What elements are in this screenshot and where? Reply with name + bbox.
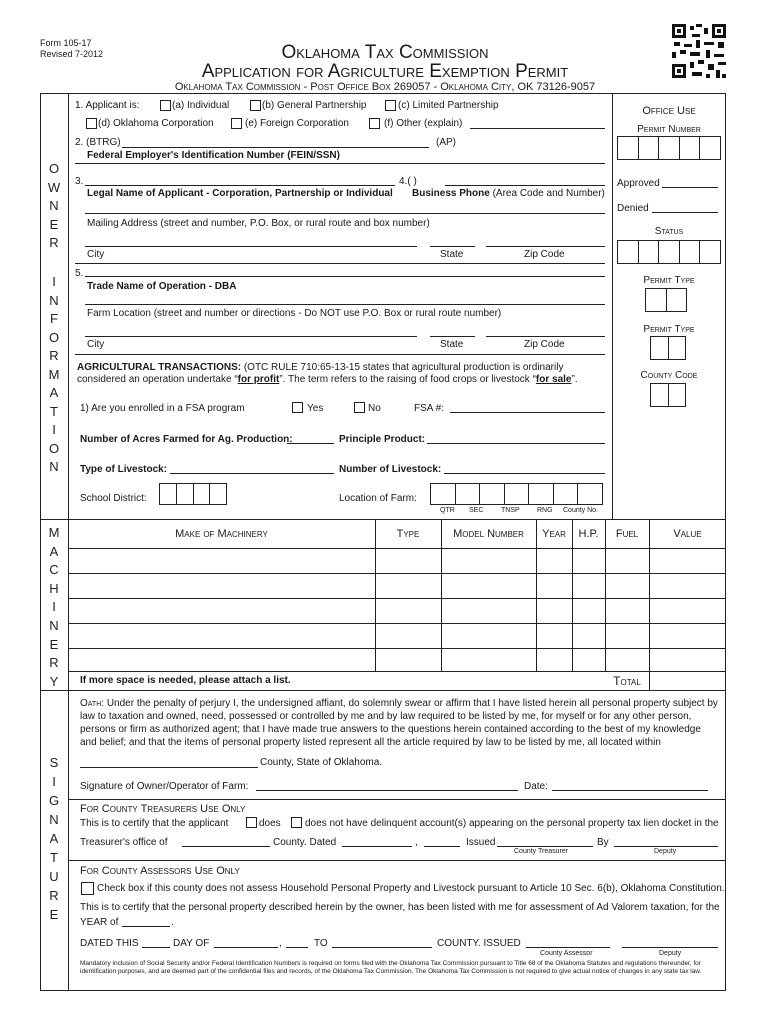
farm-state-label: State — [440, 339, 464, 350]
year-of-label: YEAR of — [80, 917, 119, 928]
farm-state-field[interactable] — [430, 336, 475, 337]
day-of-label: DAY OF — [173, 938, 210, 949]
approved-label: Approved — [617, 178, 660, 189]
dated-this-label: DATED THIS — [80, 938, 139, 949]
county-treasurer-caption: County Treasurer — [514, 848, 569, 855]
loc-col-sec: SEC — [469, 507, 484, 514]
side-signature: S I G N A T U R E — [48, 755, 60, 922]
business-phone-field[interactable] — [445, 185, 605, 186]
mailing-address-field[interactable] — [85, 213, 605, 214]
trade-name-label: Trade Name of Operation - DBA — [87, 281, 237, 292]
treasurer-deputy-field[interactable] — [614, 846, 718, 847]
county-state-label: County, State of Oklahoma. — [260, 757, 383, 768]
checkbox-oklahoma-corporation[interactable] — [86, 118, 97, 129]
treasurer-certify: This is to certify that the applicant — [80, 818, 229, 829]
q5-label: 5. — [75, 268, 84, 279]
year-of-field[interactable] — [122, 926, 170, 927]
assessor-title: For County Assessors Use Only — [80, 865, 240, 877]
label-oklahoma-corporation: (d) Oklahoma Corporation — [98, 118, 214, 129]
agency-title: Oklahoma Tax Commission — [281, 42, 489, 63]
fein-label: Federal Employer's Identification Number (FEIN/SSN) — [87, 150, 340, 161]
fsa-no-label: No — [368, 403, 381, 414]
other-explain-field[interactable] — [470, 128, 605, 129]
county-code-label: County Code — [640, 370, 698, 381]
office-use-title: Office Use — [642, 105, 696, 117]
dated-this-field[interactable] — [142, 947, 170, 948]
fsa-question: 1) Are you enrolled in a FSA program — [80, 403, 245, 414]
btrg-field[interactable] — [122, 147, 429, 148]
acres-field[interactable] — [287, 443, 334, 444]
to-field[interactable] — [332, 947, 432, 948]
state-label: State — [440, 249, 464, 260]
to-label: TO — [314, 938, 328, 949]
checkbox-general-partnership[interactable] — [250, 100, 261, 111]
btrg-label: 2. (BTRG) — [75, 137, 121, 148]
side-information: I N F O R M A T I O N — [48, 274, 60, 474]
treasurer-office-label: Treasurer's office of — [80, 837, 168, 848]
total-label: Total — [613, 674, 641, 688]
permit-type-boxes-1[interactable] — [645, 288, 687, 312]
approved-field[interactable] — [662, 187, 718, 188]
col-year: Year — [542, 528, 566, 540]
label-limited-partnership: (c) Limited Partnership — [398, 100, 499, 111]
status-boxes[interactable] — [617, 240, 721, 264]
issued-label: Issued — [466, 837, 496, 848]
treasurer-dated-field[interactable] — [342, 846, 412, 847]
fsa-yes-label: Yes — [307, 403, 324, 414]
loc-col-tnsp: TNSP — [501, 507, 520, 514]
checkbox-foreign-corporation[interactable] — [231, 118, 242, 129]
permit-type-boxes-2[interactable] — [650, 336, 686, 360]
year-period: . — [171, 917, 174, 928]
location-of-farm-label: Location of Farm: — [339, 493, 417, 504]
loc-col-county: County No. — [563, 507, 599, 514]
does-label: does — [259, 818, 281, 829]
revised-date: Revised 7-2012 — [40, 49, 104, 59]
zip-label: Zip Code — [524, 249, 565, 260]
loc-col-rng: RNG — [537, 507, 553, 514]
school-district-label: School District: — [80, 493, 147, 504]
legal-name-label: Legal Name of Applicant - Corporation, Partnership or Individual — [87, 188, 393, 199]
county-code-boxes[interactable] — [650, 383, 686, 407]
day-of-field[interactable] — [214, 947, 278, 948]
disclaimer: Mandatory inclusion of Social Security and/or Federal Identification Numbers is required on forms filed with the Oklahoma Tax Commission pursuant to Title 68 of the Oklahoma Statutes and regulations thereunder, for identification purposes, and are deemed part of the confidential files and records, of the Oklahoma Tax Commission. The Oklahoma Tax Commission is not required to give actual notice of changes in any state tax law. — [80, 960, 702, 975]
treasurer-county-field[interactable] — [182, 846, 270, 847]
county-oath-field[interactable] — [80, 767, 258, 768]
county-dated-label: County. Dated — [273, 837, 337, 848]
state-field[interactable] — [430, 246, 475, 247]
treasurer-comma: , — [415, 837, 418, 848]
livestock-number-label: Number of Livestock: — [339, 464, 442, 475]
denied-label: Denied — [617, 203, 649, 214]
label-other: (f) Other (explain) — [384, 118, 463, 129]
date-label: Date: — [524, 781, 548, 792]
permit-number-boxes[interactable] — [617, 136, 721, 160]
loc-col-qtr: QTR — [440, 507, 455, 514]
permit-number-label: Permit Number — [637, 124, 701, 135]
school-district-boxes[interactable] — [159, 483, 227, 505]
deputy-caption-2: Deputy — [659, 950, 682, 957]
checkbox-no-assess[interactable] — [81, 882, 94, 895]
signature-label: Signature of Owner/Operator of Farm: — [80, 781, 249, 792]
assessor-certify: This is to certify that the personal property described herein by the owner, has been listed with me for assessment of Ad Valorem taxation, for the — [80, 902, 720, 913]
livestock-type-field[interactable] — [170, 473, 334, 474]
mailing-address-label: Mailing Address (street and number, P.O. Box, or rural route and box number) — [87, 218, 430, 229]
principle-product-field[interactable] — [427, 443, 605, 444]
farm-location-boxes[interactable] — [430, 483, 603, 505]
livestock-type-label: Type of Livestock: — [80, 464, 168, 475]
signature-field[interactable] — [256, 790, 518, 791]
permit-type-label-1: Permit Type — [643, 275, 695, 286]
checkbox-does-not[interactable] — [291, 817, 302, 828]
assessor-year-field[interactable] — [286, 947, 308, 948]
assessor-deputy-field[interactable] — [622, 947, 718, 948]
assessor-comma: , — [279, 938, 282, 949]
treasurer-title: For County Treasurers Use Only — [80, 803, 246, 815]
fsa-number-label: FSA #: — [414, 403, 445, 414]
col-make: Make of Machinery — [175, 528, 268, 540]
acres-label: Number of Acres Farmed for Ag. Production: — [80, 434, 293, 445]
status-label: Status — [654, 226, 684, 237]
q1-label: 1. Applicant is: — [75, 100, 140, 111]
checkbox-other[interactable] — [369, 118, 380, 129]
zip-field[interactable] — [486, 246, 605, 247]
permit-type-label-2: Permit Type — [643, 324, 695, 335]
legal-name-field[interactable] — [85, 185, 395, 186]
checkbox-limited-partnership[interactable] — [385, 100, 396, 111]
q4-label: 4.( ) — [399, 176, 417, 187]
trade-name-field[interactable] — [85, 276, 605, 277]
business-phone-label: Business Phone (Area Code and Number) — [412, 188, 605, 199]
ap-label: (AP) — [436, 137, 456, 148]
form-title: Application for Agriculture Exemption Permit — [201, 61, 569, 82]
county-assessor-field[interactable] — [526, 947, 610, 948]
livestock-number-field[interactable] — [444, 473, 605, 474]
farm-zip-label: Zip Code — [524, 339, 565, 350]
by-label: By — [597, 837, 609, 848]
checkbox-does[interactable] — [246, 817, 257, 828]
date-field[interactable] — [552, 790, 708, 791]
deputy-caption: Deputy — [654, 848, 677, 855]
farm-location-label: Farm Location (street and number or directions - Do NOT use P.O. Box or rural route number) — [87, 308, 502, 319]
county-treasurer-field[interactable] — [497, 846, 593, 847]
checkbox-fsa-yes[interactable] — [292, 402, 303, 413]
machinery-note: If more space is needed, please attach a list. — [80, 675, 291, 686]
county-issued-label: COUNTY. ISSUED — [437, 938, 521, 949]
agency-address: Oklahoma Tax Commission - Post Office Box 269057 - Oklahoma City, OK 73126-9057 — [174, 81, 596, 93]
ag-transactions-text: AGRICULTURAL TRANSACTIONS: (OTC RULE 710:65-13-15 states that agricultural production is ordinarily considered an operation undertake “for profit”. The term refers to the raising of food crops or livestock “for sale”. — [77, 362, 578, 385]
checkbox-fsa-no[interactable] — [354, 402, 365, 413]
farm-city-label: City — [87, 339, 105, 350]
q3-label: 3. — [75, 176, 84, 187]
form-number: Form 105-17 — [40, 38, 92, 48]
farm-location-field[interactable] — [85, 304, 605, 305]
col-type: Type — [396, 528, 420, 540]
side-machinery: M A C H I N E R Y — [48, 525, 60, 689]
label-general-partnership: (b) General Partnership — [262, 100, 367, 111]
label-foreign-corporation: (e) Foreign Corporation — [245, 118, 349, 129]
city-label: City — [87, 249, 105, 260]
col-hp: H.P. — [578, 528, 599, 540]
assessor-check-text: Check box if this county does not assess Household Personal Property and Livestock pursuant to Article 10 Sec. 6(b), Oklahoma Constitution. — [97, 883, 725, 894]
denied-field[interactable] — [652, 212, 718, 213]
farm-zip-field[interactable] — [486, 336, 605, 337]
qr-code-icon — [672, 24, 726, 78]
treasurer-year-field[interactable] — [424, 846, 460, 847]
side-owner: O W N E R — [47, 161, 61, 250]
col-fuel: Fuel — [615, 528, 639, 540]
checkbox-individual[interactable] — [160, 100, 171, 111]
county-assessor-caption: County Assessor — [540, 950, 593, 957]
principle-product-label: Principle Product: — [339, 434, 426, 445]
col-value: Value — [673, 528, 702, 540]
fsa-number-field[interactable] — [450, 412, 605, 413]
farm-city-field[interactable] — [85, 336, 417, 337]
oath-text: Oath: Under the penalty of perjury I, the undersigned affiant, do solemnly swear or affirm that I have listed herein all personal property subject by law to taxation and owned, need, possessed or controlled by me and by law required to be listed by me, for myself or for any other person, persons or firm as authorized agent; that I have made true answers to the questions herein contained according to the best of my knowledge and belief; and that the items of personal property listed represent all the article required by law to be listed by me, all located within — [80, 698, 718, 748]
does-not-label: does not have delinquent account(s) appearing on the personal property tax lien docket in the — [305, 818, 719, 829]
city-field[interactable] — [85, 246, 417, 247]
col-model-number: Model Number — [453, 528, 524, 540]
label-individual: (a) Individual — [172, 100, 230, 111]
